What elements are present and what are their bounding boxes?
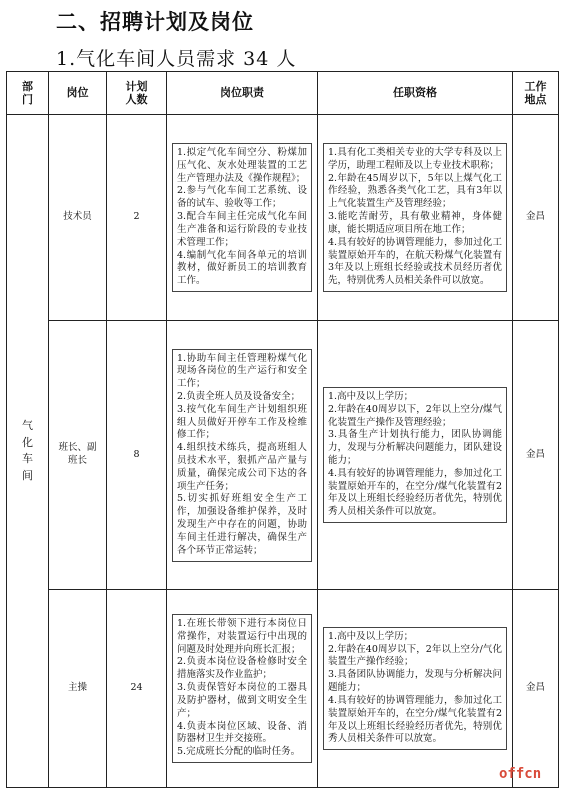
duties-text: 1.协助车间主任管理粉煤气化现场各岗位的生产运行和安全工作； 2.负责全班人员及设备安全； 3.按气化车间生产计划组织班组人员做好开停车工作及检维修工作； 4.组织技术练兵，提高班组人员技术水平，狠抓产品产量与质量，确保完成公司下达的各项生产任务； 5.切实抓好班组安全生产工作，加强设备维护保养，及时发现生产中存在的问题，协助车间主任进行解决，确保生产各个环节正常运转；	[172, 349, 312, 562]
duties-cell	[167, 321, 318, 590]
duties-cell	[167, 115, 318, 321]
location-cell: 金昌	[513, 590, 559, 788]
header-qualifications: 任职资格	[318, 72, 513, 115]
header-location: 工作地点	[513, 72, 559, 115]
table-row	[7, 115, 559, 321]
table-row	[7, 321, 559, 590]
position-label: 班长、副班长	[58, 442, 97, 466]
section-heading: 二、招聘计划及岗位	[56, 10, 254, 34]
table-header-row	[7, 72, 559, 115]
count-cell: 2	[107, 115, 167, 321]
duties-text: 1.在班长带领下进行本岗位日常操作，对装置运行中出现的问题及时处理并向班长汇报； 2.负责本岗位设备检修时安全措施落实及作业监护； 3.负责保管好本岗位的工器具及防护器材，做到文明安全生产； 4.负责本岗位区域、设备、消防器材卫生并交接班。 5.完成班长分配的临时任务。	[172, 614, 312, 763]
header-dept: 部门	[7, 72, 49, 115]
position-cell: 主操	[49, 590, 107, 788]
position-cell: 技术员	[49, 115, 107, 321]
header-count: 计划人数	[107, 72, 167, 115]
header-duties: 岗位职责	[167, 72, 318, 115]
qualifications-text: 1.具有化工类相关专业的大学专科及以上学历，助理工程师及以上专业技术职称； 2.年龄在45周岁以下，5年以上煤气化工作经验，熟悉各类气化工艺，具有3年以上气化装置生产及管理经验； 3.能吃苦耐劳，具有敬业精神，身体健康，能长期适应项目所在地工作； 4.具有较好的协调管理能力，参加过化工装置原始开车的，在航天粉煤气化装置有3年及以上班组长经验或技术员经历者优先，特别优秀人员相关条件可以放宽。	[323, 143, 507, 292]
count-cell: 8	[107, 321, 167, 590]
qualifications-cell	[318, 115, 513, 321]
table-row	[7, 590, 559, 788]
duties-text: 1.拟定气化车间空分、粉煤加压气化、灰水处理装置的工艺生产管理办法及《操作规程》； 2.参与气化车间工艺系统、设备的试车、验收等工作； 3.配合车间主任完成气化车间生产准备和运行阶段的专业技术管理工作； 4.编制气化车间各单元的培训教材，做好新员工的培训教育工作。	[172, 143, 312, 292]
qualifications-cell	[318, 321, 513, 590]
department-cell	[7, 115, 49, 788]
recruitment-table	[6, 71, 559, 788]
watermark-logo: offcn	[499, 766, 542, 782]
location-cell: 金昌	[513, 321, 559, 590]
qualifications-cell	[318, 590, 513, 788]
department-label: 气化车间	[22, 419, 33, 482]
location-cell: 金昌	[513, 115, 559, 321]
duties-cell	[167, 590, 318, 788]
position-cell	[49, 321, 107, 590]
section-subheading: 1.气化车间人员需求 34 人	[56, 48, 297, 70]
qualifications-text: 1.高中及以上学历； 2.年龄在40周岁以下，2年以上空分/气化装置生产操作经验； 3.具备团队协调能力，发现与分析解决问题能力； 4.具有较好的协调管理能力，参加过化工装置原始开车的，在空分/煤气化装置有2年及以上班组长经验经历者优先，特别优秀人员相关条件可以放宽。	[323, 627, 507, 750]
qualifications-text: 1.高中及以上学历； 2.年龄在40周岁以下，2年以上空分/煤气化装置生产操作及管理经验； 3.具备生产计划执行能力，团队协调能力，发现与分析解决问题能力，团队建设能力； 4.具有较好的协调管理能力，参加过化工装置原始开车的，在空分/煤气化装置有2年及以上班组长经验经历者优先，特别优秀人员相关条件可以放宽。	[323, 387, 507, 523]
header-position: 岗位	[49, 72, 107, 115]
count-cell: 24	[107, 590, 167, 788]
